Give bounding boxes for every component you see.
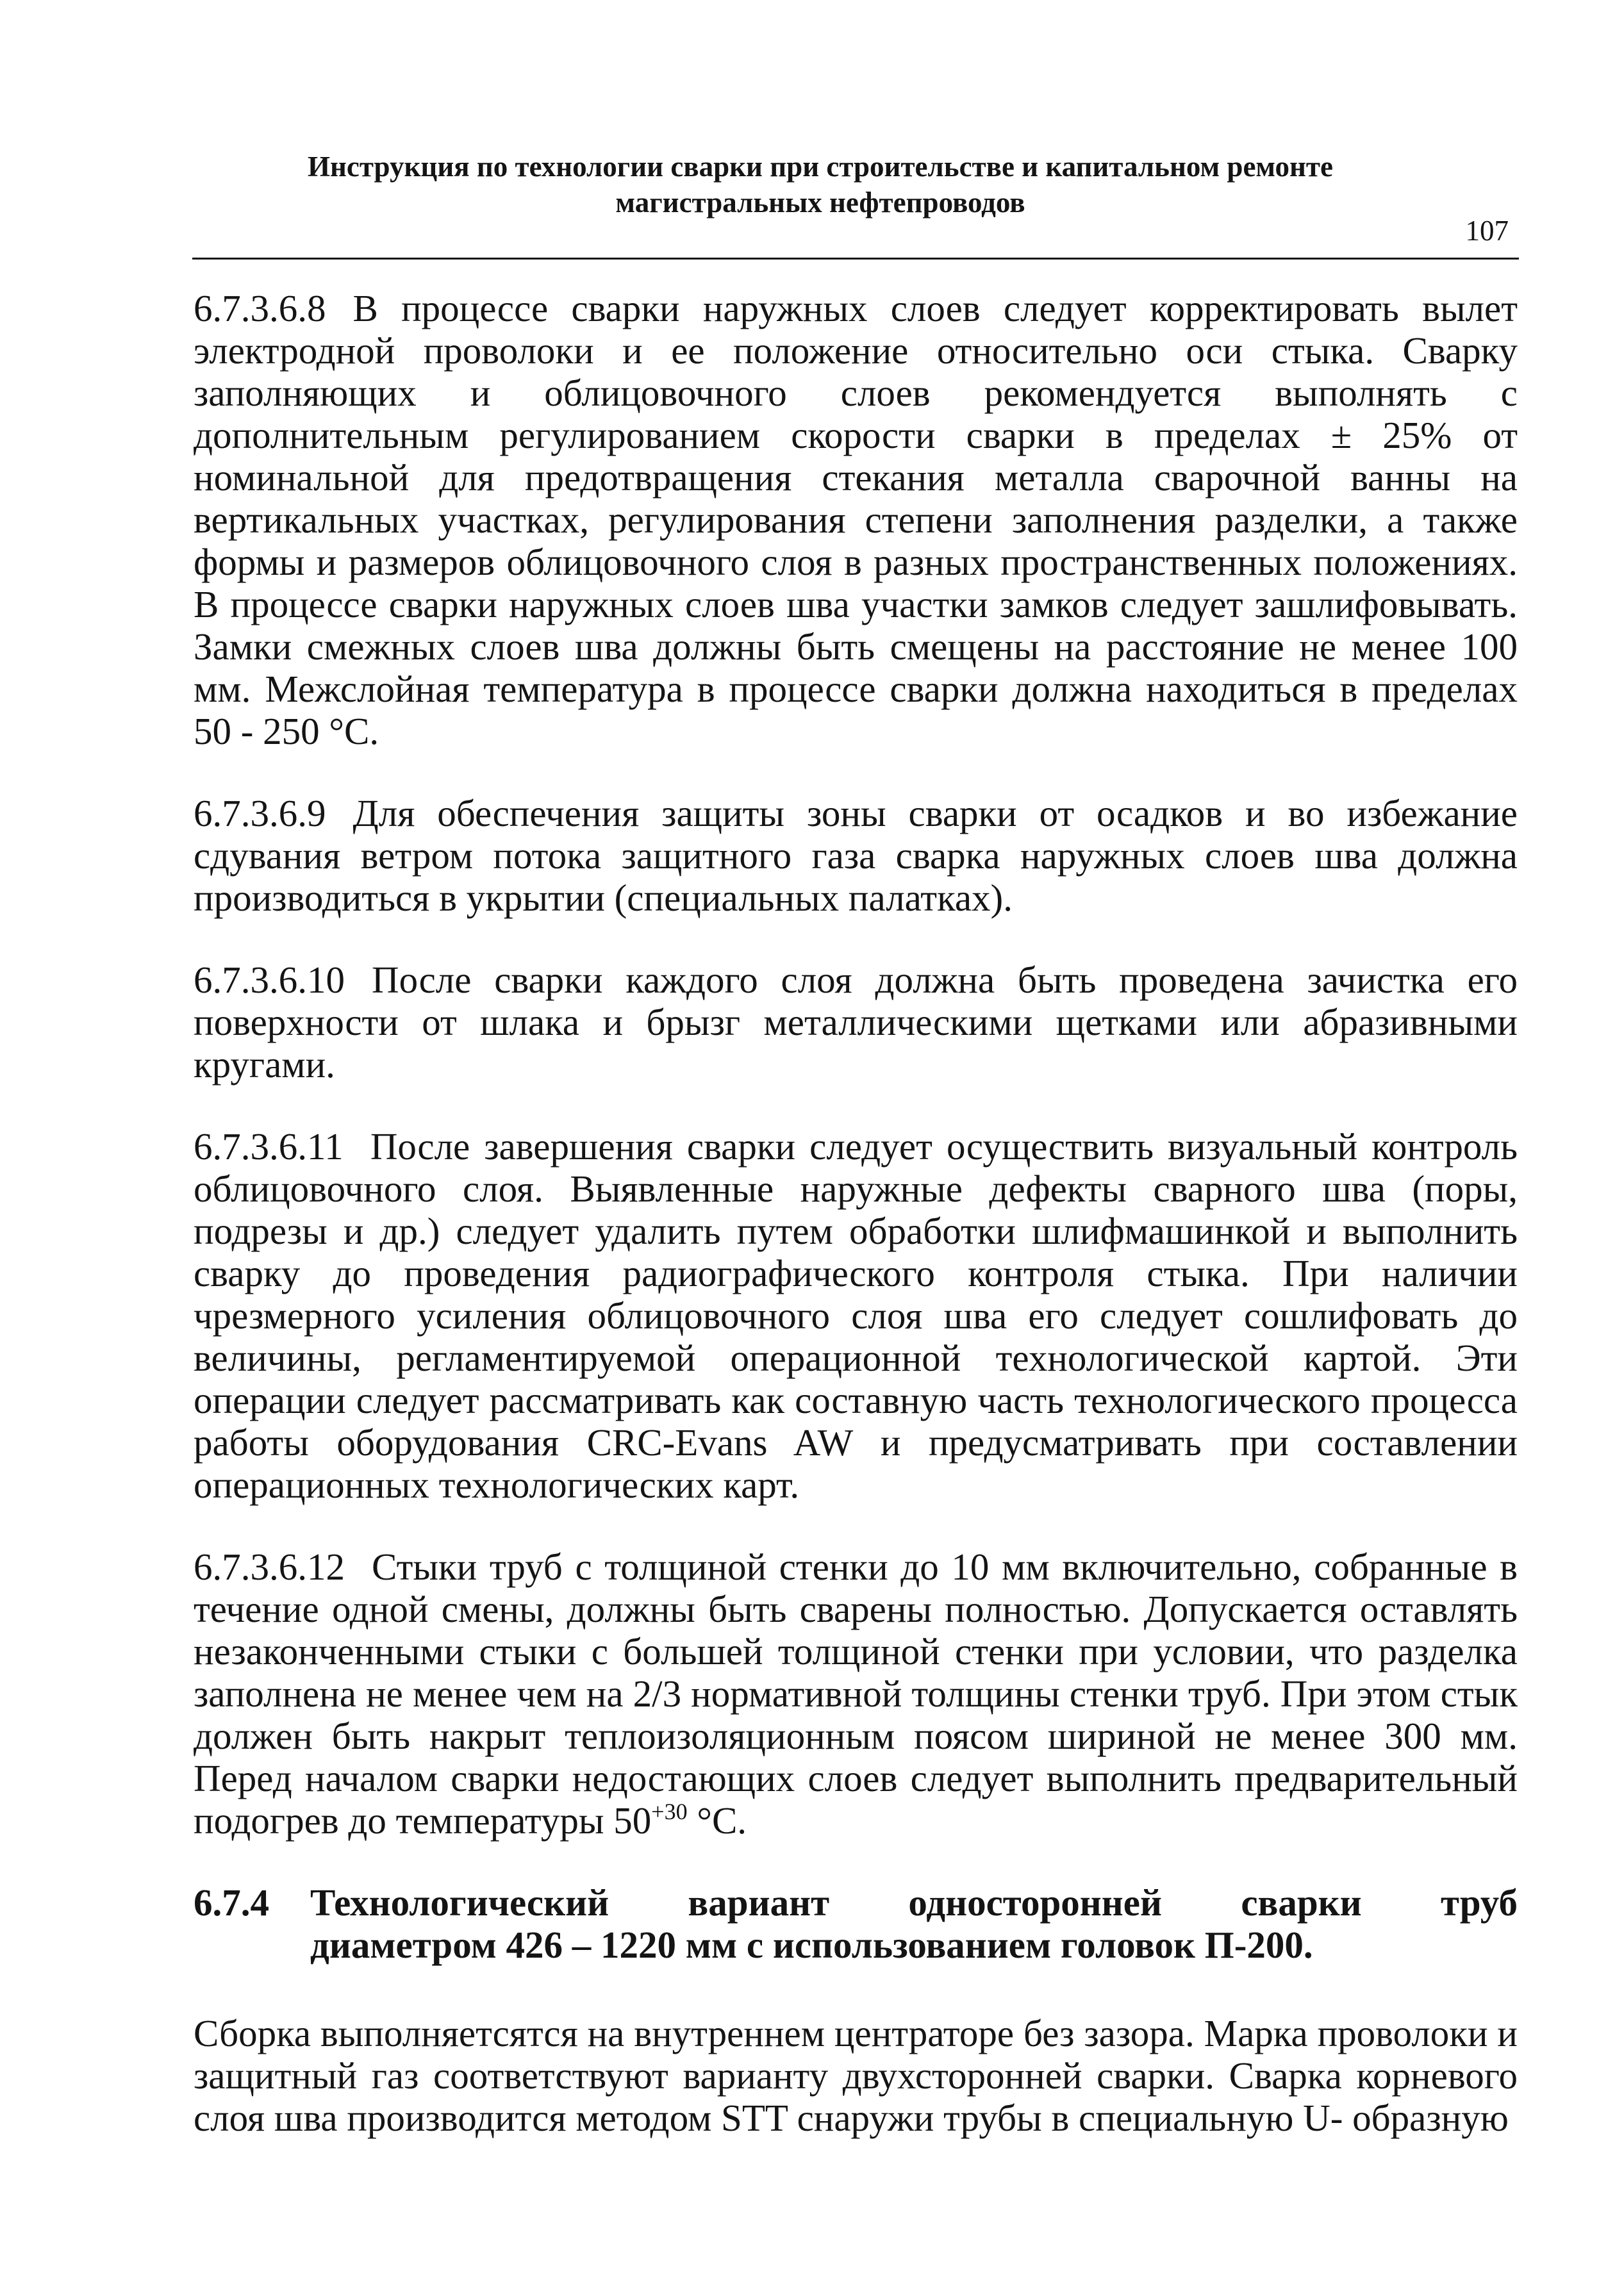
paragraph-text-tail: °С. <box>687 1799 747 1842</box>
closing-paragraph: Сборка выполняетсятся на внутреннем центраторе без зазора. Марка проволоки и защитный газ соответствуют варианту двухсторонней сварки. Сварка корневого слоя шва производится методом STT снаружи трубы в специальную U- образную <box>194 2012 1518 2139</box>
page-number: 107 <box>1465 215 1509 247</box>
section-title-line-1: Технологический вариант односторонней сварки труб <box>310 1881 1518 1924</box>
header-title-line-2: магистральных нефтепроводов <box>615 186 1025 219</box>
paragraph-number: 6.7.3.6.12 <box>194 1546 345 1588</box>
paragraph-number: 6.7.3.6.11 <box>194 1125 344 1168</box>
paragraph-text: В процессе сварки наружных слоев следует корректировать вылет электродной проволоки и ее положение относительно оси стыка. Сварку заполняющих и облицовочного слоев рекомендуется выполнять с дополнительным регулированием скорости сварки в пределах ± 25% от номинальной для предотвращения стекания металла сварочной ванны на вертикальных участках, регулирования степени заполнения разделки, а также формы и размеров облицовочного слоя в разных пространственных положениях. В процессе сварки наружных слоев шва участки замков следует зашлифовывать. Замки смежных слоев шва должны быть смещены на расстояние не менее 100 мм. Межслойная температура в процессе сварки должна находиться в пределах 50 - 250 °С. <box>194 287 1518 752</box>
paragraph-text: Стыки труб с толщиной стенки до 10 мм включительно, собранные в течение одной смены, должны быть сварены полностью. Допускается оставлять незаконченными стыки с большей толщиной стенки при условии, что разделка заполнена не менее чем на 2/3 нормативной толщины стенки труб. При этом стык должен быть накрыт теплоизоляционным поясом шириной не менее 300 мм. Перед началом сварки недостающих слоев следует выполнить предварительный подогрев до температуры 50 <box>194 1546 1518 1842</box>
header-rule <box>192 258 1519 260</box>
page-body <box>194 287 1518 2179</box>
paragraph-number: 6.7.3.6.10 <box>194 959 345 1001</box>
paragraph-text: Для обеспечения защиты зоны сварки от осадков и во избежание сдувания ветром потока защитного газа сварка наружных слоев шва должна производиться в укрытии (специальных палатках). <box>194 792 1518 919</box>
paragraph-text: После завершения сварки следует осуществить визуальный контроль облицовочного слоя. Выявленные наружные дефекты сварного шва (поры, подрезы и др.) следует удалить путем обработки шлифмашинкой и выполнить сварку до проведения радиографического контроля стыка. При наличии чрезмерного усиления облицовочного слоя шва его следует сошлифовать до величины, регламентируемой операционной технологической картой. Эти операции следует рассматривать как составную часть технологического процесса работы оборудования CRC-Evans AW и предусматривать при составлении операционных технологических карт. <box>194 1125 1518 1506</box>
paragraph-6-7-3-6-9 <box>194 792 1518 919</box>
paragraph-6-7-3-6-11 <box>194 1125 1518 1506</box>
paragraph-6-7-3-6-12 <box>194 1546 1518 1842</box>
section-number: 6.7.4 <box>194 1881 269 1924</box>
superscript-tolerance: +30 <box>651 1799 688 1824</box>
paragraph-number: 6.7.3.6.8 <box>194 287 326 329</box>
header-title-line-1: Инструкция по технологии сварки при строительстве и капитальном ремонте <box>307 151 1333 183</box>
section-title-line-2: диаметром 426 – 1220 мм с использованием головок П-200. <box>310 1924 1313 1966</box>
section-heading <box>194 1881 1518 1966</box>
paragraph-number: 6.7.3.6.9 <box>194 792 326 834</box>
paragraph-text: После сварки каждого слоя должна быть проведена зачистка его поверхности от шлака и брызг металлическими щетками или абразивными кругами. <box>194 959 1518 1086</box>
paragraph-6-7-3-6-8 <box>194 287 1518 752</box>
running-header <box>192 149 1448 220</box>
paragraph-6-7-3-6-10 <box>194 959 1518 1086</box>
